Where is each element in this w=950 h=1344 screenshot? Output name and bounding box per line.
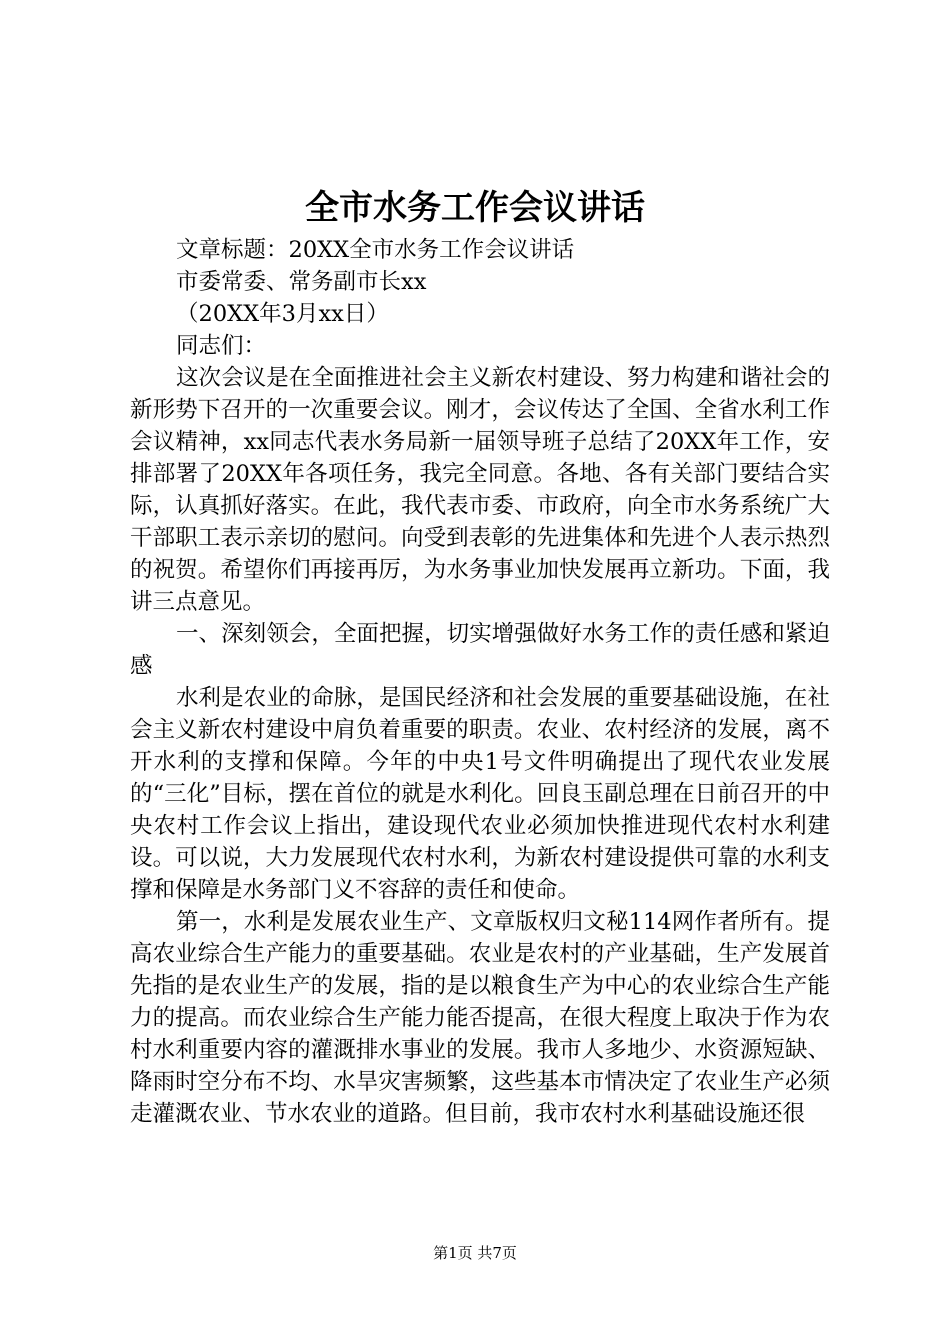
salutation: 同志们：: [176, 333, 267, 359]
page-footer: 第1页 共7页: [433, 1244, 517, 1262]
date-line: （20XX年3月xx日）: [176, 301, 389, 327]
speaker-line: 市委常委、常务副市长xx: [176, 269, 427, 295]
paragraph-first-point: 第一，水利是发展农业生产、文章版权归文秘114网作者所有。提高农业综合生产能力的重要基础。农业是农村的产业基础，生产发展首先指的是农业生产的发展，指的是以粮食生产为中心的农业综合生产能力的提高。而农业综合生产能力能否提高，在很大程度上取决于作为农村水利重要内容的灌溉排水事业的发展。我市人多地少、水资源短缺、降雨时空分布不均、水旱灾害频繁，这些基本市情决定了农业生产必须走灌溉农业、节水农业的道路。但目前，我市农村水利基础设施还很: [130, 909, 830, 1127]
document-body: [130, 234, 830, 1130]
article-title-line: 文章标题：20XX全市水务工作会议讲话: [176, 237, 575, 263]
paragraph-intro: 这次会议是在全面推进社会主义新农村建设、努力构建和谐社会的新形势下召开的一次重要会议。刚才，会议传达了全国、全省水利工作会议精神，xx同志代表水务局新一届领导班子总结了20XX年工作，安排部署了20XX年各项任务，我完全同意。各地、各有关部门要结合实际，认真抓好落实。在此，我代表市委、市政府，向全市水务系统广大干部职工表示亲切的慰问。向受到表彰的先进集体和先进个人表示热烈的祝贺。希望你们再接再厉，为水务事业加快发展再立新功。下面，我讲三点意见。: [130, 365, 830, 615]
section-heading-1: 一、深刻领会，全面把握，切实增强做好水务工作的责任感和紧迫感: [130, 621, 830, 679]
document-title: 全市水务工作会议讲话: [305, 188, 645, 228]
paragraph-water-conservancy: 水利是农业的命脉，是国民经济和社会发展的重要基础设施，在社会主义新农村建设中肩负着重要的职责。农业、农村经济的发展，离不开水利的支撑和保障。今年的中央1号文件明确提出了现代农业发展的“三化”目标，摆在首位的就是水利化。回良玉副总理在日前召开的中央农村工作会议上指出，建设现代农业必须加快推进现代农村水利建设。可以说，大力发展现代农村水利，为新农村建设提供可靠的水利支撑和保障是水务部门义不容辞的责任和使命。: [130, 685, 830, 903]
